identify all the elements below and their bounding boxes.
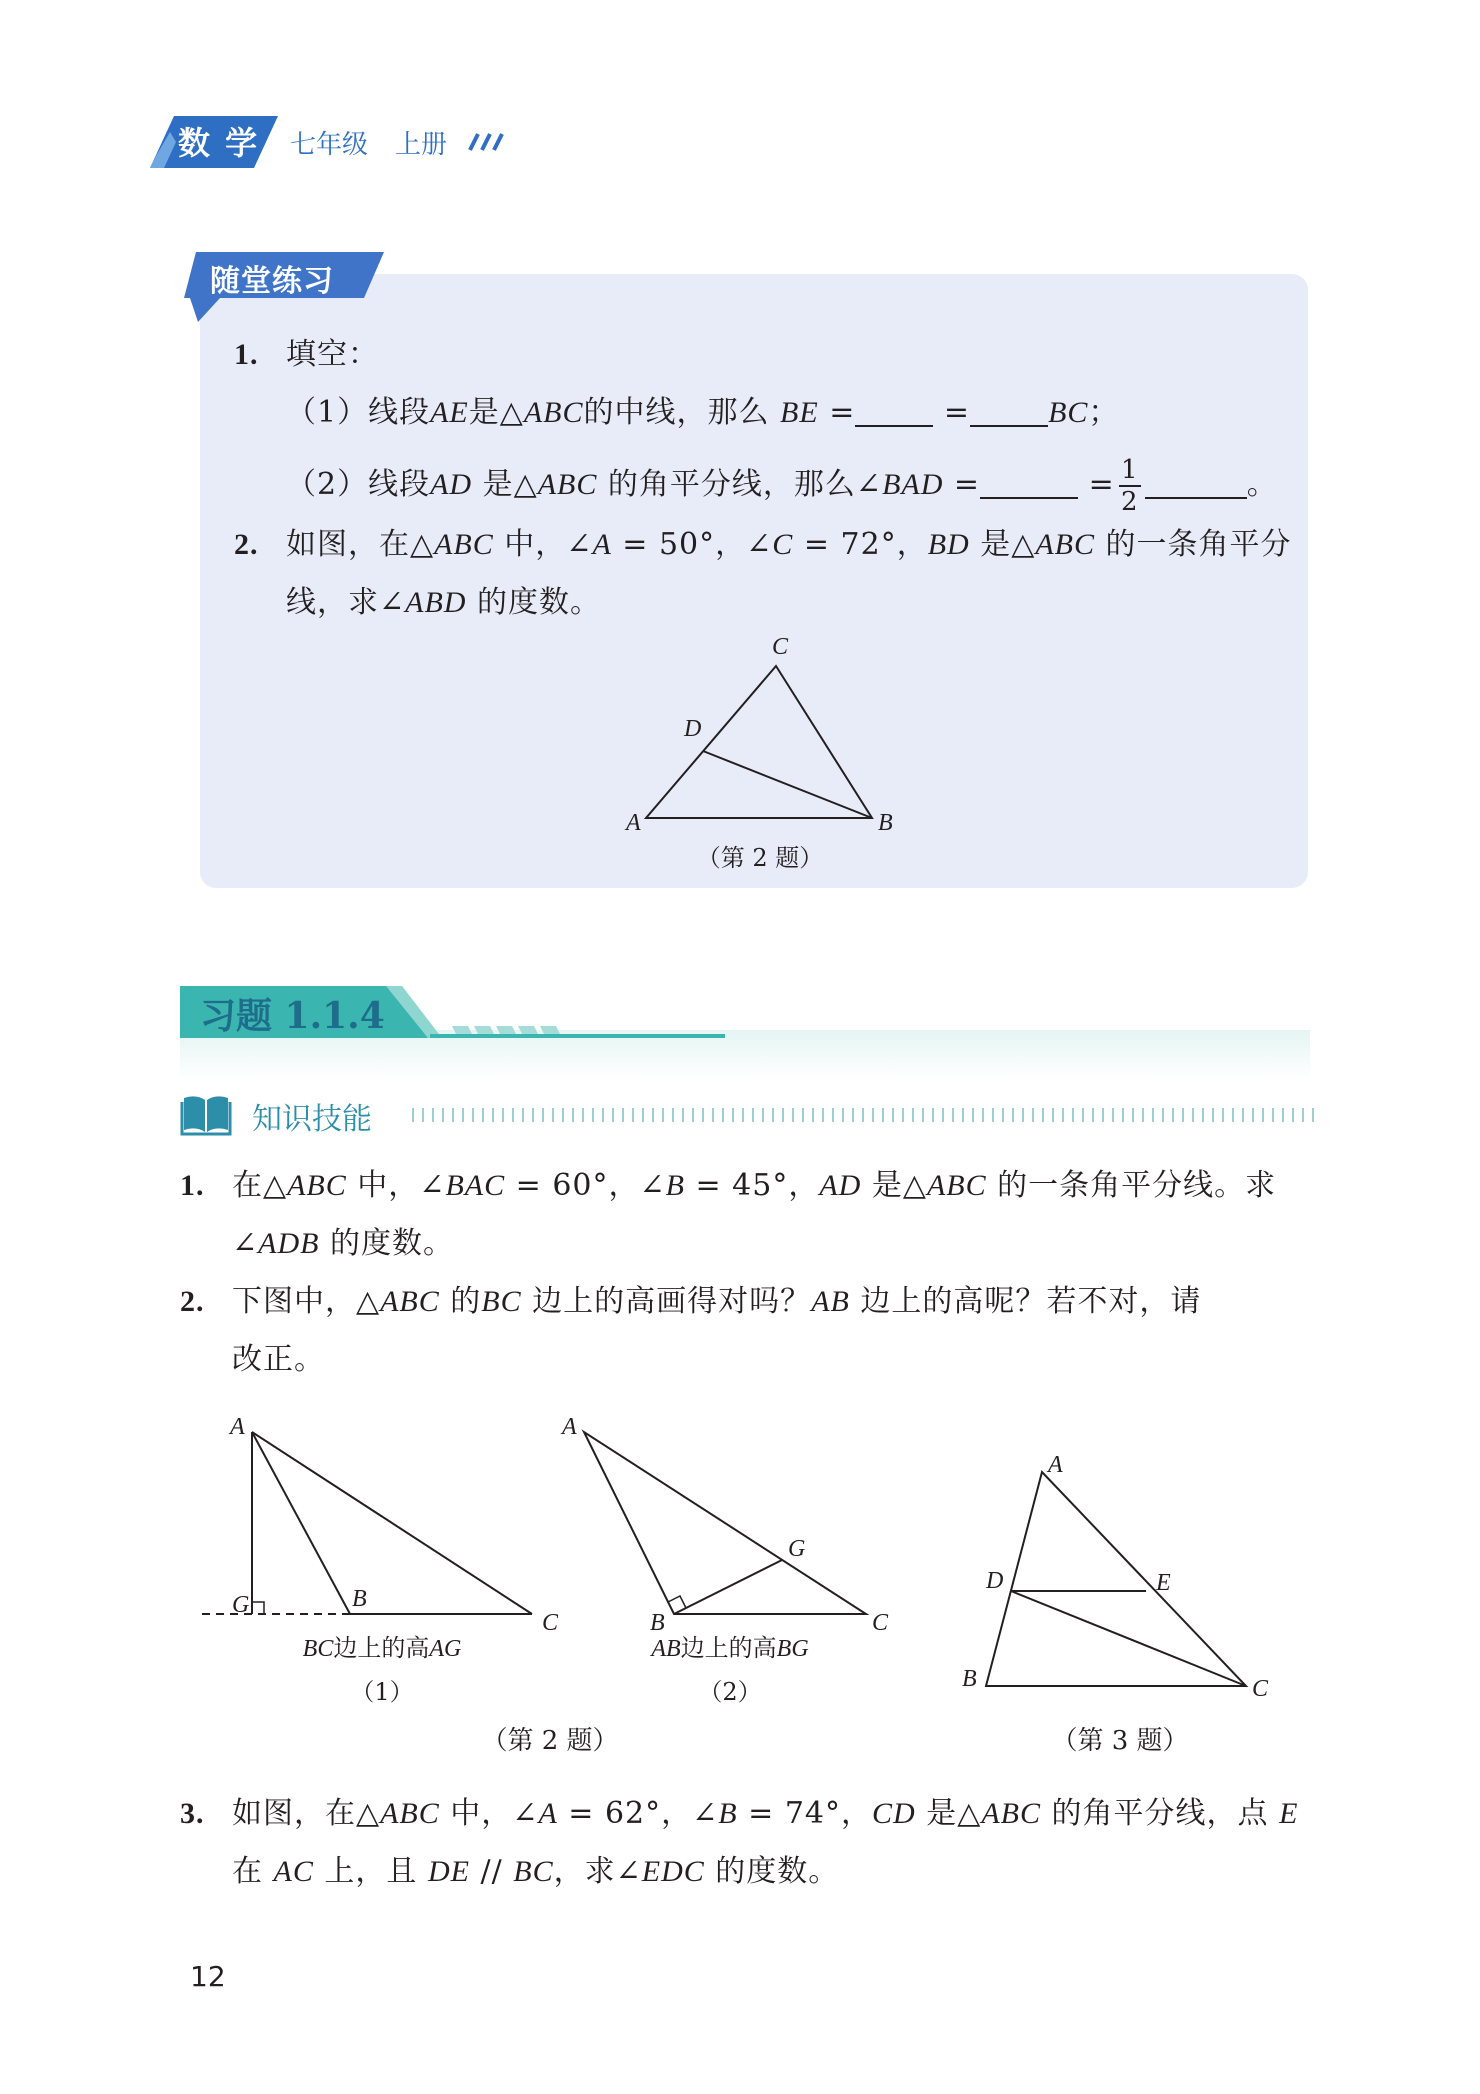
volume-label: 上册	[395, 130, 448, 160]
figure-1-sub: （1）	[350, 1678, 414, 1706]
exercise-q3-line2: 在 AC 上，且 DE // BC，求∠EDC 的度数。	[232, 1854, 840, 1889]
practice-q2-line1: 2. 如图，在△ABC 中，∠A = 50°，∠C = 72°，BD 是△ABC 的一条角平分	[234, 515, 1292, 575]
figure-q3-caption: （第 3 题）	[1051, 1726, 1189, 1756]
label-b: B	[352, 1586, 367, 1612]
label-a: A	[1048, 1452, 1063, 1478]
figure-3	[960, 1450, 1300, 1710]
label-c: C	[1252, 1676, 1269, 1702]
label-d: D	[986, 1568, 1004, 1594]
label-b: B	[962, 1666, 977, 1692]
book-icon	[180, 1092, 232, 1136]
label-d: D	[684, 716, 702, 742]
altitude-bg	[674, 1560, 782, 1614]
side-ab	[252, 1432, 350, 1614]
question-number: 2.	[180, 1285, 205, 1318]
answer-blank[interactable]	[1145, 465, 1247, 499]
practice-q1-part2: （2）线段AD 是△ABC 的角平分线，那么∠BAD = = $\frac{1}{2}$ 。	[286, 455, 1278, 517]
triangle-abc	[646, 666, 872, 818]
question-number: 1.	[234, 338, 259, 371]
exercise-q2-line2: 改正。	[232, 1342, 325, 1377]
side-ac	[252, 1432, 532, 1614]
practice-q2-line2: 线，求∠ABD 的度数。	[286, 585, 602, 620]
answer-blank[interactable]	[980, 465, 1078, 499]
exercise-q1-line2: ∠ADB 的度数。	[232, 1226, 455, 1261]
label-c: C	[542, 1610, 559, 1636]
page-number: 12	[190, 1960, 226, 1993]
right-angle-mark	[252, 1602, 264, 1614]
exercise-q2-line1: 2. 下图中，△ABC 的BC 边上的高画得对吗？AB 边上的高呢？若不对，请	[180, 1272, 1201, 1332]
figure-2-sub: （2）	[698, 1678, 762, 1706]
question-number: 2.	[234, 528, 259, 561]
label-g: G	[232, 1592, 250, 1618]
label-a: A	[626, 810, 641, 830]
figure-1-caption: BC边上的高AG	[302, 1634, 462, 1662]
exercise-q1-line1: 1. 在△ABC 中，∠BAC = 60°，∠B = 45°，AD 是△ABC 的一条角平分线。求	[180, 1156, 1276, 1216]
figure-1	[192, 1410, 592, 1650]
practice-q1-intro: 1. 填空：	[234, 325, 379, 385]
label-c: C	[872, 1610, 889, 1636]
label-b: B	[878, 810, 893, 830]
answer-blank[interactable]	[970, 393, 1048, 427]
section-title: 知识技能	[252, 1102, 372, 1137]
bisector-bd	[703, 751, 872, 818]
practice-q1-part1: （1）线段AE是△ABC的中线，那么 BE = = BC；	[286, 395, 1120, 430]
grade-label: 七年级	[290, 130, 369, 160]
triangle-abc	[986, 1472, 1246, 1686]
practice-title: 随堂练习	[210, 264, 334, 299]
question-number: 1.	[180, 1169, 205, 1202]
practice-figure-caption: （第 2 题）	[696, 844, 824, 872]
label-a: A	[230, 1414, 245, 1440]
practice-triangle-figure	[610, 630, 910, 830]
triangle-abc	[584, 1432, 866, 1614]
answer-blank[interactable]	[855, 393, 933, 427]
fraction-half: $\frac{1}{2}$	[1119, 457, 1141, 515]
header-slashes	[462, 130, 512, 154]
label-g: G	[788, 1536, 806, 1562]
page-header	[150, 112, 550, 172]
figure-q2-caption: （第 2 题）	[481, 1726, 619, 1756]
label-c: C	[772, 634, 789, 660]
bisector-cd	[1011, 1591, 1246, 1686]
label-e: E	[1156, 1570, 1171, 1596]
exercise-q3-line1: 3. 如图，在△ABC 中，∠A = 62°，∠B = 74°，CD 是△ABC 的角平分线，点 E	[180, 1784, 1298, 1844]
exercise-title: 习题 1.1.4	[200, 995, 385, 1037]
figure-2-caption: AB边上的高BG	[651, 1634, 809, 1662]
label-a: A	[562, 1414, 577, 1440]
figure-2	[550, 1410, 890, 1650]
label-b: B	[650, 1610, 665, 1636]
subject-label: 数 学	[178, 124, 260, 162]
question-number: 3.	[180, 1797, 205, 1830]
section-divider	[412, 1108, 1318, 1122]
